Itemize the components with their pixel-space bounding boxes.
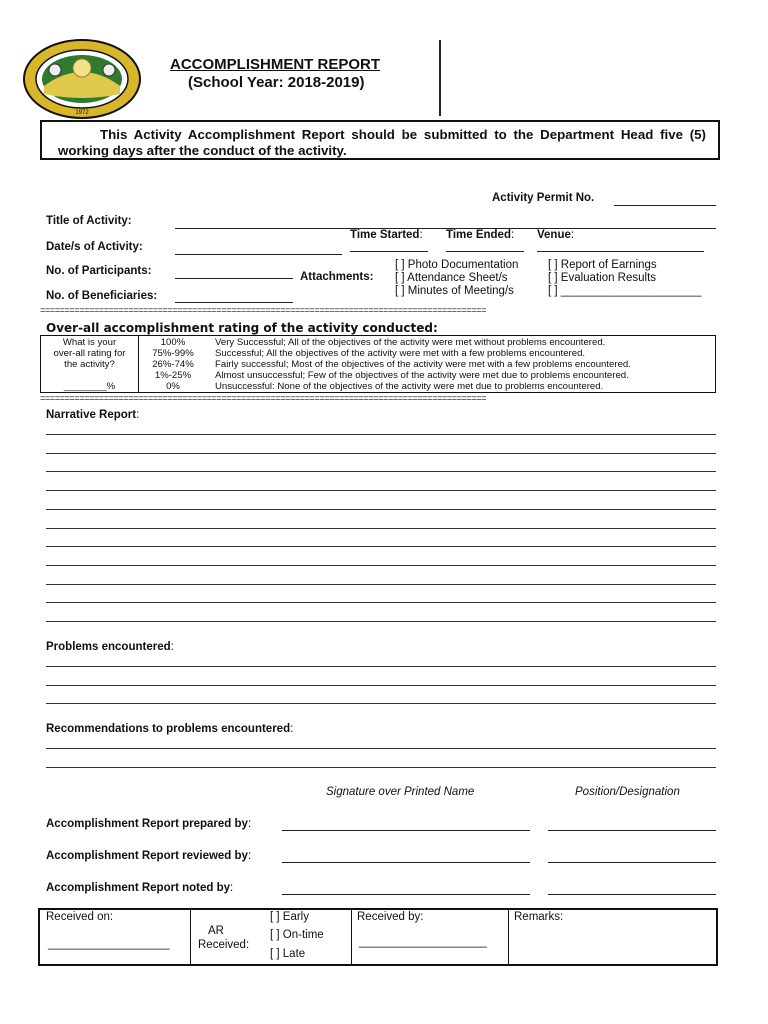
activity-permit-field[interactable] (614, 205, 716, 206)
rating-level-desc: Almost unsuccessful; Few of the objectives of the activity were met due to problems encountered. (215, 370, 629, 381)
no-beneficiaries-label: No. of Beneficiaries: (46, 290, 158, 302)
rating-question-line: What is your (62, 337, 117, 348)
noted-by-label: Accomplishment Report noted by: (46, 882, 234, 894)
writing-line[interactable] (46, 621, 716, 622)
remarks-cell[interactable] (508, 910, 716, 964)
ontime-checkbox[interactable]: [ ] On-time (270, 929, 324, 941)
rating-level-pct: 100% (160, 337, 186, 348)
problems-heading: Problems encountered: (46, 641, 174, 653)
rating-question-cell (41, 336, 139, 392)
rating-level-desc: Successful; All the objectives of the activity were met with a few problems encountered. (215, 348, 586, 359)
report-title: ACCOMPLISHMENT REPORT (170, 56, 380, 73)
rating-question-line: the activity? (64, 359, 115, 370)
writing-line[interactable] (46, 602, 716, 603)
received-on-field[interactable]: ___________________ (48, 938, 170, 950)
separator-rule: =========================================================================================== (40, 306, 486, 316)
received-by-field[interactable]: ____________________ (359, 936, 487, 948)
rating-percent-field[interactable]: ________% (63, 381, 116, 392)
activity-permit-label: Activity Permit No. (492, 192, 595, 204)
attachment-photo-checkbox[interactable]: [ ] Photo Documentation (395, 259, 519, 271)
received-on-cell (40, 910, 191, 964)
time-started-label: Time Started: (350, 229, 423, 241)
received-on-label: Received on: (46, 911, 114, 923)
reviewed-by-signature-field[interactable] (282, 862, 530, 863)
attachment-minutes-checkbox[interactable]: [ ] Minutes of Meeting/s (395, 285, 514, 297)
attachment-other-checkbox[interactable]: [ ] ______________________ (548, 285, 702, 297)
writing-line[interactable] (46, 666, 716, 667)
writing-line[interactable] (46, 546, 716, 547)
rating-percent-cell (138, 336, 208, 392)
attachments-label: Attachments: (300, 271, 374, 283)
prepared-by-signature-field[interactable] (282, 830, 530, 831)
remarks-label: Remarks: (514, 911, 564, 923)
early-checkbox[interactable]: [ ] Early (270, 911, 309, 923)
school-year: (School Year: 2018-2019) (188, 74, 365, 91)
notice-text: This Activity Accomplishment Report should be submitted to the Department Head five (5) working days after the conduct of the activity. (58, 127, 706, 158)
reviewed-by-position-field[interactable] (548, 862, 716, 863)
signature-column-header: Signature over Printed Name (326, 786, 475, 798)
writing-line[interactable] (46, 767, 716, 768)
writing-line[interactable] (46, 471, 716, 472)
svg-text:1972: 1972 (75, 110, 89, 116)
rating-heading: Over-all accomplishment rating of the activity conducted: (46, 321, 438, 335)
ar-received-cell (190, 910, 352, 964)
writing-line[interactable] (46, 528, 716, 529)
writing-line[interactable] (46, 434, 716, 435)
attachment-evaluation-checkbox[interactable]: [ ] Evaluation Results (548, 272, 657, 284)
attachment-earnings-checkbox[interactable]: [ ] Report of Earnings (548, 259, 657, 271)
title-of-activity-label: Title of Activity: (46, 215, 132, 227)
dates-of-activity-field[interactable] (175, 254, 342, 255)
writing-line[interactable] (46, 490, 716, 491)
narrative-heading: Narrative Report: (46, 409, 140, 421)
rating-level-pct: 26%-74% (152, 359, 194, 370)
received-by-cell (351, 910, 509, 964)
writing-line[interactable] (46, 584, 716, 585)
rating-level-desc: Unsuccessful: None of the objectives of the activity were met due to problems encountered. (215, 381, 604, 392)
attachment-attendance-checkbox[interactable]: [ ] Attendance Sheet/s (395, 272, 508, 284)
dates-of-activity-label: Date/s of Activity: (46, 241, 143, 253)
time-ended-label: Time Ended: (446, 229, 515, 241)
writing-line[interactable] (46, 685, 716, 686)
writing-line[interactable] (46, 703, 716, 704)
rating-question-line: over-all rating for (53, 348, 126, 359)
separator-rule: =========================================================================================== (40, 394, 486, 404)
rating-table (40, 335, 716, 393)
submission-notice (40, 120, 720, 160)
no-beneficiaries-field[interactable] (175, 302, 293, 303)
no-participants-label: No. of Participants: (46, 265, 152, 277)
rating-level-desc: Fairly successful; Most of the objectives of the activity were met with a few problems encountered. (215, 359, 631, 370)
position-column-header: Position/Designation (575, 786, 680, 798)
rating-level-pct: 0% (166, 381, 180, 392)
receiving-box (38, 908, 718, 966)
prepared-by-position-field[interactable] (548, 830, 716, 831)
rating-level-pct: 1%-25% (154, 370, 192, 381)
venue-field[interactable] (537, 251, 704, 252)
writing-line[interactable] (46, 453, 716, 454)
recommendations-heading: Recommendations to problems encountered: (46, 723, 294, 735)
header-divider (439, 40, 441, 116)
ar-received-label: AR Received: (198, 925, 250, 951)
rating-level-desc: Very Successful; All of the objectives of the activity were met without problems encountered. (215, 337, 606, 348)
late-checkbox[interactable]: [ ] Late (270, 948, 306, 960)
venue-label: Venue: (537, 229, 575, 241)
reviewed-by-label: Accomplishment Report reviewed by: (46, 850, 252, 862)
noted-by-position-field[interactable] (548, 894, 716, 895)
no-participants-field[interactable] (175, 278, 293, 279)
prepared-by-label: Accomplishment Report prepared by: (46, 818, 252, 830)
writing-line[interactable] (46, 748, 716, 749)
time-started-field[interactable] (350, 251, 428, 252)
noted-by-signature-field[interactable] (282, 894, 530, 895)
writing-line[interactable] (46, 509, 716, 510)
rating-level-pct: 75%-99% (152, 348, 194, 359)
university-seal (22, 38, 142, 118)
time-ended-field[interactable] (446, 251, 524, 252)
received-by-label: Received by: (357, 911, 424, 923)
writing-line[interactable] (46, 565, 716, 566)
